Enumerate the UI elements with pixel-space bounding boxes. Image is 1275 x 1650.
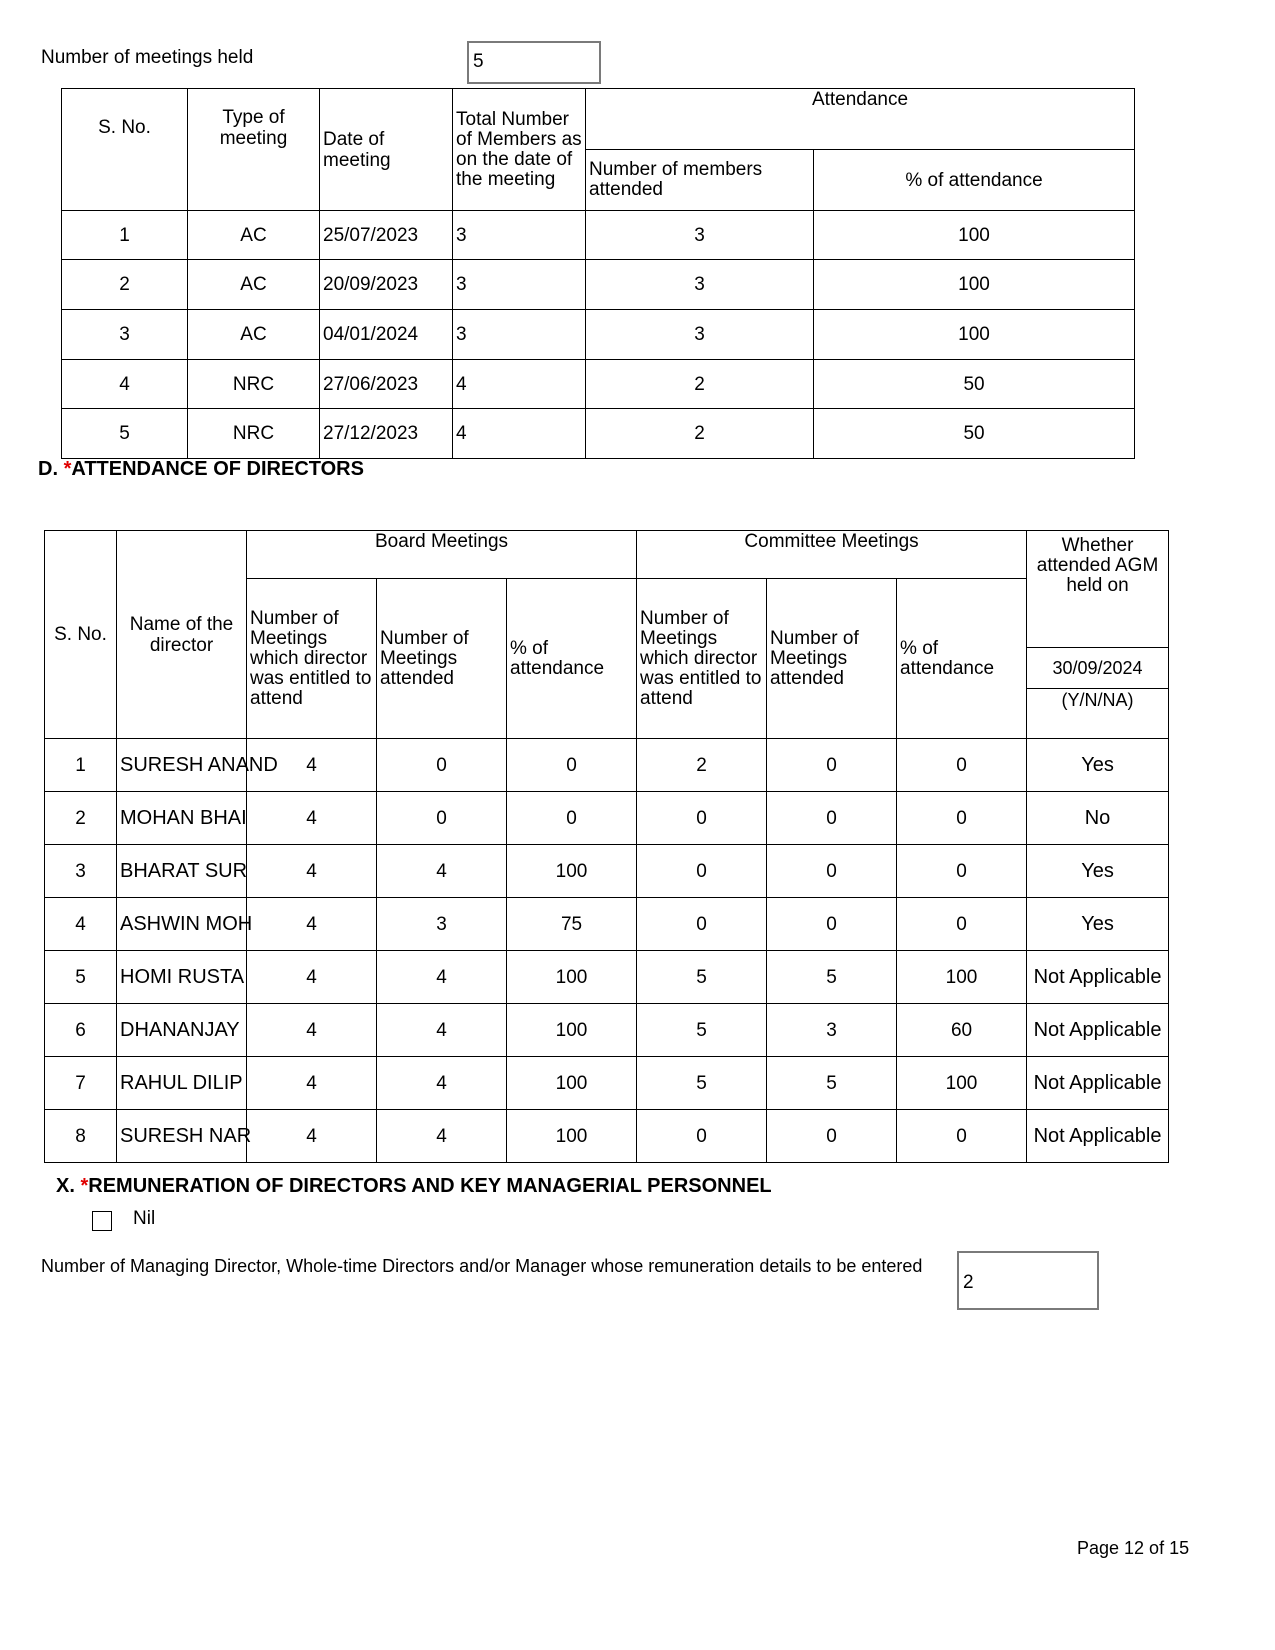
cell-committee-entitled: 5 <box>637 951 767 1004</box>
cell-sno: 4 <box>45 898 117 951</box>
cell-committee-attended: 0 <box>767 845 897 898</box>
cell-board-attended: 4 <box>377 1057 507 1110</box>
cell-board-attended: 0 <box>377 792 507 845</box>
cell-board-pct: 75 <box>507 898 637 951</box>
table-row <box>62 360 1135 409</box>
cell-board-entitled: 4 <box>247 951 377 1004</box>
header-committee-pct: % of attendance <box>897 579 1027 739</box>
cell-committee-attended: 0 <box>767 792 897 845</box>
header-board-meetings: Board Meetings <box>247 531 637 579</box>
cell-board-pct: 100 <box>507 845 637 898</box>
cell-name: MOHAN BHAI <box>117 792 247 845</box>
header-pct-attendance: % of attendance <box>814 150 1135 211</box>
cell-date: 04/01/2024 <box>320 310 453 360</box>
cell-board-attended: 0 <box>377 739 507 792</box>
cell-committee-pct: 0 <box>897 845 1027 898</box>
cell-agm: Not Applicable <box>1027 1004 1169 1057</box>
cell-sno: 6 <box>45 1004 117 1057</box>
cell-board-entitled: 4 <box>247 898 377 951</box>
cell-pct: 100 <box>814 260 1135 310</box>
meetings-table <box>61 88 1135 459</box>
cell-name: SURESH NAR <box>117 1110 247 1163</box>
cell-name: HOMI RUSTA <box>117 951 247 1004</box>
cell-pct: 100 <box>814 310 1135 360</box>
table-row <box>45 1004 1169 1057</box>
cell-board-entitled: 4 <box>247 1057 377 1110</box>
cell-sno: 2 <box>62 260 188 310</box>
directors-table <box>44 530 1169 1163</box>
cell-board-pct: 0 <box>507 739 637 792</box>
cell-agm: Not Applicable <box>1027 1110 1169 1163</box>
cell-pct: 50 <box>814 360 1135 409</box>
cell-agm: Not Applicable <box>1027 951 1169 1004</box>
page-number: Page 12 of 15 <box>1077 1538 1190 1558</box>
agm-date: 30/09/2024 <box>1027 648 1168 689</box>
cell-committee-attended: 0 <box>767 1110 897 1163</box>
cell-committee-attended: 5 <box>767 951 897 1004</box>
cell-committee-attended: 0 <box>767 739 897 792</box>
cell-sno: 5 <box>62 409 188 459</box>
cell-sno: 4 <box>62 360 188 409</box>
table-row <box>45 951 1169 1004</box>
header-agm: Whether attended AGM held on <box>1027 531 1169 648</box>
section-prefix: X. <box>56 1175 81 1197</box>
cell-board-entitled: 4 <box>247 845 377 898</box>
cell-sno: 3 <box>62 310 188 360</box>
cell-name: RAHUL DILIP <box>117 1057 247 1110</box>
cell-committee-pct: 0 <box>897 792 1027 845</box>
remuneration-count-input[interactable]: 2 <box>957 1251 1099 1310</box>
cell-type: AC <box>188 260 320 310</box>
cell-committee-attended: 3 <box>767 1004 897 1057</box>
cell-committee-pct: 0 <box>897 739 1027 792</box>
cell-sno: 3 <box>45 845 117 898</box>
cell-attended: 2 <box>586 409 814 459</box>
table-row <box>62 211 1135 260</box>
header-board-entitled: Number of Meetings which director was entitled to attend <box>247 579 377 739</box>
cell-total: 3 <box>453 310 586 360</box>
header-committee-attended: Number of Meetings attended <box>767 579 897 739</box>
table-row <box>62 260 1135 310</box>
section-title-attendance <box>38 458 364 481</box>
cell-committee-pct: 0 <box>897 1110 1027 1163</box>
header-type: Type of meeting <box>188 89 320 211</box>
cell-committee-attended: 0 <box>767 898 897 951</box>
table-row <box>45 1057 1169 1110</box>
cell-committee-entitled: 0 <box>637 898 767 951</box>
cell-board-attended: 4 <box>377 1110 507 1163</box>
section-title-text: REMUNERATION OF DIRECTORS AND KEY MANAGERIAL PERSONNEL <box>88 1175 772 1197</box>
cell-agm: Not Applicable <box>1027 1057 1169 1110</box>
cell-board-pct: 100 <box>507 951 637 1004</box>
table-row <box>45 739 1169 792</box>
header-sno: S. No. <box>45 531 117 739</box>
section-title-remuneration <box>56 1175 772 1198</box>
nil-checkbox[interactable] <box>92 1211 112 1231</box>
cell-agm: Yes <box>1027 898 1169 951</box>
cell-name: SURESH ANAND <box>117 739 247 792</box>
cell-board-pct: 100 <box>507 1004 637 1057</box>
cell-sno: 8 <box>45 1110 117 1163</box>
cell-board-entitled: 4 <box>247 1004 377 1057</box>
cell-board-attended: 4 <box>377 845 507 898</box>
cell-board-entitled: 4 <box>247 739 377 792</box>
header-attendance: Attendance <box>586 89 1135 150</box>
cell-sno: 1 <box>45 739 117 792</box>
cell-attended: 2 <box>586 360 814 409</box>
meetings-count-label: Number of meetings held <box>41 47 254 68</box>
cell-sno: 2 <box>45 792 117 845</box>
cell-attended: 3 <box>586 211 814 260</box>
table-row <box>45 1110 1169 1163</box>
cell-type: NRC <box>188 360 320 409</box>
table-row <box>45 845 1169 898</box>
header-name: Name of the director <box>117 531 247 739</box>
cell-total: 3 <box>453 211 586 260</box>
cell-board-attended: 3 <box>377 898 507 951</box>
cell-agm: Yes <box>1027 739 1169 792</box>
cell-board-entitled: 4 <box>247 792 377 845</box>
cell-type: NRC <box>188 409 320 459</box>
cell-date: 27/12/2023 <box>320 409 453 459</box>
cell-sno: 7 <box>45 1057 117 1110</box>
cell-date: 25/07/2023 <box>320 211 453 260</box>
cell-committee-entitled: 0 <box>637 792 767 845</box>
table-row <box>45 898 1169 951</box>
cell-board-pct: 100 <box>507 1110 637 1163</box>
required-star: * <box>80 1175 89 1197</box>
cell-sno: 5 <box>45 951 117 1004</box>
cell-type: AC <box>188 211 320 260</box>
cell-type: AC <box>188 310 320 360</box>
cell-board-pct: 0 <box>507 792 637 845</box>
cell-name: ASHWIN MOH <box>117 898 247 951</box>
agm-options: (Y/N/NA) <box>1061 690 1134 710</box>
header-sno: S. No. <box>62 89 188 211</box>
table-row <box>62 310 1135 360</box>
remuneration-count-label: Number of Managing Director, Whole-time Directors and/or Manager whose remuneration details to be entered <box>41 1256 923 1276</box>
cell-board-pct: 100 <box>507 1057 637 1110</box>
cell-agm: No <box>1027 792 1169 845</box>
cell-attended: 3 <box>586 310 814 360</box>
cell-committee-entitled: 5 <box>637 1057 767 1110</box>
cell-committee-pct: 100 <box>897 1057 1027 1110</box>
cell-committee-entitled: 5 <box>637 1004 767 1057</box>
cell-committee-pct: 60 <box>897 1004 1027 1057</box>
cell-agm: Yes <box>1027 845 1169 898</box>
cell-committee-entitled: 0 <box>637 1110 767 1163</box>
header-members-attended: Number of members attended <box>586 150 814 211</box>
table-row <box>62 409 1135 459</box>
cell-total: 4 <box>453 360 586 409</box>
required-star: * <box>63 458 72 480</box>
header-total-members: Total Number of Members as on the date of the meeting <box>453 89 586 211</box>
cell-committee-pct: 100 <box>897 951 1027 1004</box>
cell-committee-pct: 0 <box>897 898 1027 951</box>
nil-label: Nil <box>133 1208 156 1229</box>
cell-board-entitled: 4 <box>247 1110 377 1163</box>
header-board-attended: Number of Meetings attended <box>377 579 507 739</box>
cell-name: BHARAT SUR <box>117 845 247 898</box>
cell-total: 4 <box>453 409 586 459</box>
cell-committee-entitled: 2 <box>637 739 767 792</box>
header-committee-meetings: Committee Meetings <box>637 531 1027 579</box>
cell-pct: 50 <box>814 409 1135 459</box>
cell-committee-attended: 5 <box>767 1057 897 1110</box>
section-prefix: D. <box>38 458 64 480</box>
header-date: Date of meeting <box>320 89 453 211</box>
table-row <box>45 792 1169 845</box>
cell-date: 20/09/2023 <box>320 260 453 310</box>
cell-date: 27/06/2023 <box>320 360 453 409</box>
cell-total: 3 <box>453 260 586 310</box>
section-title-text: ATTENDANCE OF DIRECTORS <box>71 458 364 480</box>
cell-attended: 3 <box>586 260 814 310</box>
cell-board-attended: 4 <box>377 1004 507 1057</box>
agm-date-cell <box>1027 648 1169 739</box>
cell-pct: 100 <box>814 211 1135 260</box>
cell-board-attended: 4 <box>377 951 507 1004</box>
cell-committee-entitled: 0 <box>637 845 767 898</box>
header-committee-entitled: Number of Meetings which director was entitled to attend <box>637 579 767 739</box>
cell-sno: 1 <box>62 211 188 260</box>
meetings-count-input[interactable]: 5 <box>467 41 601 84</box>
cell-name: DHANANJAY <box>117 1004 247 1057</box>
header-board-pct: % of attendance <box>507 579 637 739</box>
